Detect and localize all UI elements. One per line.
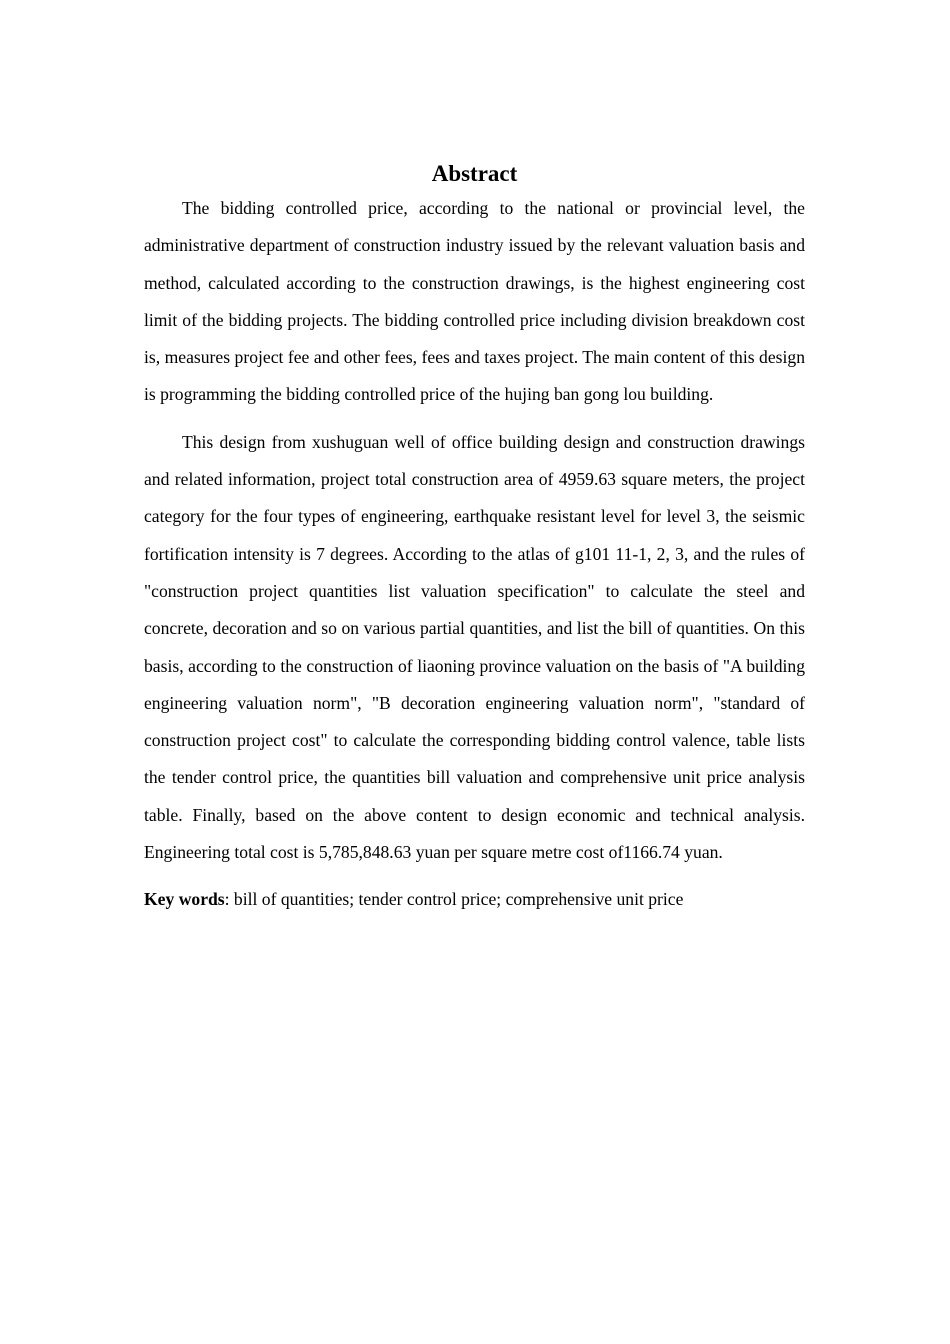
abstract-title: Abstract [431, 161, 518, 186]
keywords-line [144, 881, 805, 918]
abstract-page [144, 158, 805, 919]
keywords-text: : bill of quantities; tender control price; comprehensive unit price [224, 889, 684, 910]
abstract-paragraph-1: The bidding controlled price, according to the national or provincial level, the administrative department of construction industry issued by the relevant valuation basis and method, calculated according to the construction drawings, is the highest engineering cost limit of the bidding projects. The bidding controlled price including division breakdown cost is, measures project fee and other fees, fees and taxes project. The main content of this design is programming the bidding controlled price of the hujing ban gong lou building. [144, 198, 805, 405]
keywords-label: Key words [144, 889, 225, 910]
abstract-paragraph-2: This design from xushuguan well of office building design and construction drawings and related information, project total construction area of 4959.63 square meters, the project category for the four types of engineering, earthquake resistant level for level 3, the seismic fortification intensity is 7 degrees. According to the atlas of g101 11-1, 2, 3, and the rules of "construction project quantities list valuation specification" to calculate the steel and concrete, decoration and so on various partial quantities, and list the bill of quantities. On this basis, according to the construction of liaoning province valuation on the basis of "A building engineering valuation norm", "B decoration engineering valuation norm", "standard of construction project cost" to calculate the corresponding bidding control valence, table lists the tender control price, the quantities bill valuation and comprehensive unit price analysis table. Finally, based on the above content to design economic and technical analysis. Engineering total cost is 5,785,848.63 yuan per square metre cost of1166.74 yuan. [144, 431, 805, 863]
